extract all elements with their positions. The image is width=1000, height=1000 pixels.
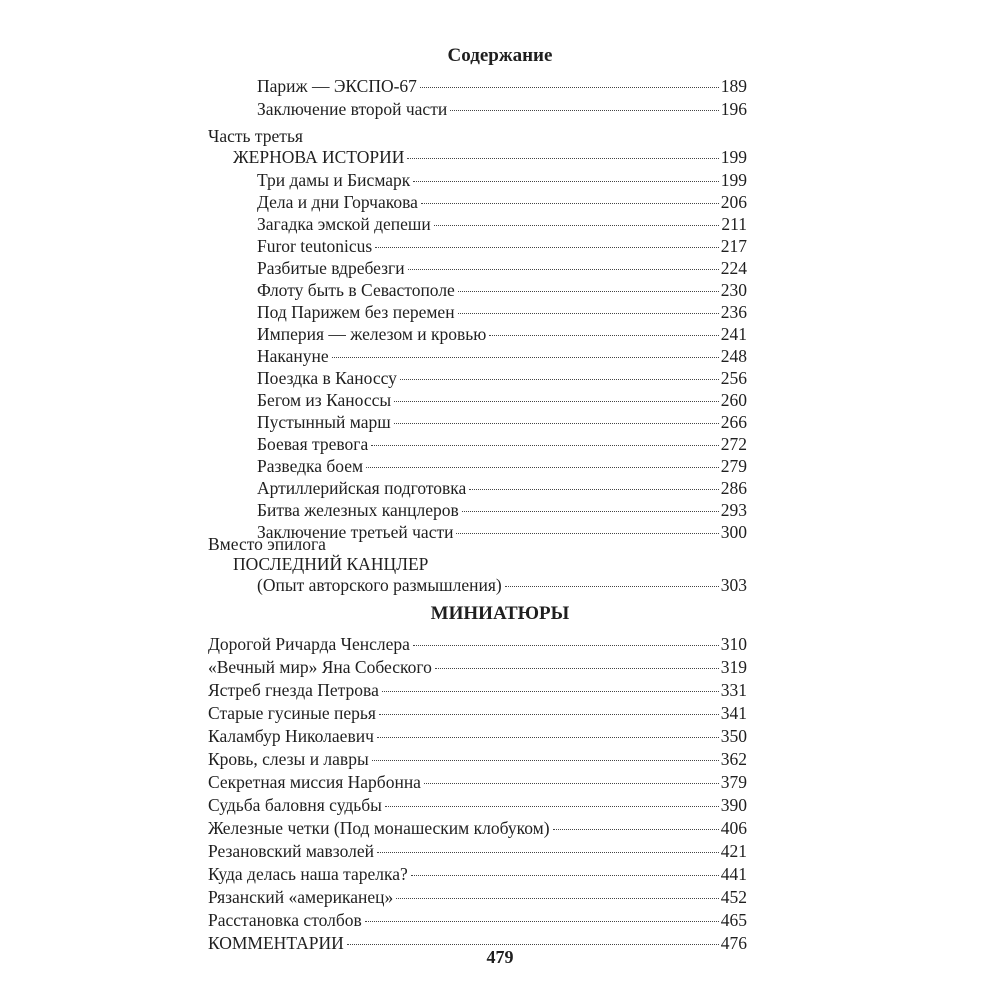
- dot-leader: [382, 691, 719, 692]
- toc-entry-page: 206: [720, 192, 747, 212]
- dot-leader: [435, 668, 719, 669]
- toc-entry-title: Кровь, слезы и лавры: [208, 749, 369, 769]
- dot-leader: [400, 379, 719, 380]
- dot-leader: [411, 875, 719, 876]
- toc-entry-title: Разведка боем: [257, 456, 364, 476]
- toc-entry-page: 406: [720, 818, 747, 838]
- section-heading: МИНИАТЮРЫ: [430, 603, 570, 624]
- toc-entry-title: Артиллерийская подготовка: [257, 478, 467, 498]
- toc-entry-title: КОММЕНТАРИИ: [208, 933, 344, 953]
- toc-entry-page: 224: [720, 258, 747, 278]
- dot-leader: [377, 852, 719, 853]
- toc-entry: [208, 817, 747, 839]
- toc-entry: [257, 521, 747, 543]
- toc-entry-page: 350: [720, 726, 747, 746]
- dot-leader: [371, 445, 719, 446]
- toc-entry-page: 279: [720, 456, 747, 476]
- dot-leader: [407, 158, 718, 159]
- toc-entry-page: 476: [720, 933, 747, 953]
- toc-entry-page: 236: [720, 302, 747, 322]
- dot-leader: [366, 467, 719, 468]
- toc-entry: [257, 75, 747, 97]
- epilogue-section-title: ПОСЛЕДНИЙ КАНЦЛЕР: [233, 554, 429, 574]
- toc-entry-page: 441: [720, 864, 747, 884]
- toc-entry-title: Заключение третьей части: [257, 522, 454, 542]
- toc-entry-page: 241: [720, 324, 747, 344]
- toc-entry: [257, 98, 747, 120]
- dot-leader: [456, 533, 718, 534]
- toc-entry-page: 189: [720, 76, 747, 96]
- toc-entry-page: 199: [720, 170, 747, 190]
- toc-entry-title: Накануне: [257, 346, 329, 366]
- toc-entry: [257, 367, 747, 389]
- toc-section-page: 199: [720, 147, 747, 167]
- toc-entry-page: 303: [720, 575, 747, 595]
- dot-leader: [505, 586, 719, 587]
- toc-entry-title: Пустынный марш: [257, 412, 391, 432]
- toc-entry-page: 300: [720, 522, 747, 542]
- toc-entry-page: 421: [720, 841, 747, 861]
- dot-leader: [458, 291, 719, 292]
- toc-entry: [208, 679, 747, 701]
- toc-entry: [208, 794, 747, 816]
- toc-entry-page: 286: [720, 478, 747, 498]
- toc-entry-page: 310: [720, 634, 747, 654]
- toc-entry-title: Резановский мавзолей: [208, 841, 374, 861]
- toc-entry: [257, 279, 747, 301]
- toc-entry: [257, 257, 747, 279]
- epilogue-label: Вместо эпилога: [208, 534, 326, 554]
- toc-entry-title: Куда делась наша тарелка?: [208, 864, 408, 884]
- toc-entry: [208, 748, 747, 770]
- toc-entry: [257, 455, 747, 477]
- toc-entry-title: «Вечный мир» Яна Собеского: [208, 657, 432, 677]
- toc-entry-title: Заключение второй части: [257, 99, 448, 119]
- dot-leader: [375, 247, 719, 248]
- dot-leader: [394, 423, 719, 424]
- toc-entry: [257, 213, 747, 235]
- toc-entry-page: 452: [720, 887, 747, 907]
- toc-entry-page: 217: [720, 236, 747, 256]
- dot-leader: [450, 110, 719, 111]
- page-number: 479: [486, 947, 514, 967]
- dot-leader: [424, 783, 719, 784]
- dot-leader: [365, 921, 719, 922]
- toc-entry-title: Боевая тревога: [257, 434, 369, 454]
- toc-entry-page: 230: [720, 280, 747, 300]
- toc-entry-title: Загадка эмской депеши: [257, 214, 431, 234]
- dot-leader: [385, 806, 719, 807]
- toc-entry-page: 319: [720, 657, 747, 677]
- page-title: Содержание: [447, 45, 553, 66]
- dot-leader: [379, 714, 719, 715]
- dot-leader: [394, 401, 719, 402]
- toc-entry-title: Дорогой Ричарда Ченслера: [208, 634, 410, 654]
- toc-entry: [257, 191, 747, 213]
- toc-entry-title: Furor teutonicus: [257, 236, 373, 256]
- dot-leader: [413, 181, 718, 182]
- dot-leader: [553, 829, 719, 830]
- toc-entry-title: Бегом из Каноссы: [257, 390, 392, 410]
- toc-entry: [208, 863, 747, 885]
- toc-entry: [208, 886, 747, 908]
- toc-entry-page: 362: [720, 749, 747, 769]
- toc-entry: [257, 345, 747, 367]
- toc-section-title: ЖЕРНОВА ИСТОРИИ: [233, 147, 405, 167]
- toc-entry-title: Париж — ЭКСПО-67: [257, 76, 417, 96]
- toc-entry: [257, 235, 747, 257]
- toc-entry-title: Секретная миссия Нарбонна: [208, 772, 421, 792]
- toc-entry-title: Судьба баловня судьбы: [208, 795, 382, 815]
- toc-entry: [208, 840, 747, 862]
- toc-entry-title: Ястреб гнезда Петрова: [208, 680, 379, 700]
- toc-entry: [208, 725, 747, 747]
- toc-entry-page: 465: [720, 910, 747, 930]
- toc-entry: [208, 656, 747, 678]
- dot-leader: [458, 313, 719, 314]
- toc-entry-title: Битва железных канцлеров: [257, 500, 459, 520]
- toc-entry: [257, 411, 747, 433]
- toc-entry-page: 331: [720, 680, 747, 700]
- dot-leader: [347, 944, 719, 945]
- toc-entry: [257, 301, 747, 323]
- dot-leader: [420, 87, 719, 88]
- toc-entry-title: Каламбур Николаевич: [208, 726, 374, 746]
- toc-entry-title: Расстановка столбов: [208, 910, 362, 930]
- part-label: Часть третья: [208, 126, 303, 146]
- toc-entry-page: 211: [721, 214, 747, 234]
- toc-entry: [257, 169, 747, 191]
- toc-entry: [257, 389, 747, 411]
- toc-entry-page: 256: [720, 368, 747, 388]
- toc-entry-title: Флоту быть в Севастополе: [257, 280, 455, 300]
- toc-entry-page: 248: [720, 346, 747, 366]
- toc-entry-page: 379: [720, 772, 747, 792]
- toc-entry: [257, 323, 747, 345]
- toc-entry: [208, 702, 747, 724]
- dot-leader: [413, 645, 719, 646]
- dot-leader: [332, 357, 719, 358]
- dot-leader: [469, 489, 718, 490]
- toc-entry-title: Разбитые вдребезги: [257, 258, 405, 278]
- toc-entry-page: 390: [720, 795, 747, 815]
- dot-leader: [377, 737, 719, 738]
- toc-entry: [208, 909, 747, 931]
- toc-entry-title: Поездка в Каноссу: [257, 368, 397, 388]
- toc-entry: [257, 499, 747, 521]
- toc-entry: [257, 574, 747, 596]
- toc-entry-page: 293: [720, 500, 747, 520]
- dot-leader: [434, 225, 720, 226]
- toc-entry-page: 260: [720, 390, 747, 410]
- toc-entry-title: (Опыт авторского размышления): [257, 575, 502, 595]
- toc-entry: [257, 433, 747, 455]
- toc-entry-title: Империя — железом и кровью: [257, 324, 487, 344]
- toc-entry-title: Железные четки (Под монашеским клобуком): [208, 818, 550, 838]
- toc-entry-title: Старые гусиные перья: [208, 703, 376, 723]
- toc-entry: [257, 477, 747, 499]
- toc-section: [233, 146, 747, 168]
- toc-entry: [208, 633, 747, 655]
- dot-leader: [396, 898, 718, 899]
- dot-leader: [408, 269, 719, 270]
- dot-leader: [372, 760, 719, 761]
- toc-entry-title: Дела и дни Горчакова: [257, 192, 418, 212]
- dot-leader: [462, 511, 719, 512]
- dot-leader: [489, 335, 718, 336]
- toc-entry-page: 272: [720, 434, 747, 454]
- toc-entry-title: Под Парижем без перемен: [257, 302, 455, 322]
- toc-entry-title: Три дамы и Бисмарк: [257, 170, 411, 190]
- toc-entry-title: Рязанский «американец»: [208, 887, 394, 907]
- toc-entry: [208, 771, 747, 793]
- toc-entry-page: 266: [720, 412, 747, 432]
- dot-leader: [421, 203, 719, 204]
- toc-entry-page: 196: [720, 99, 747, 119]
- toc-entry-page: 341: [720, 703, 747, 723]
